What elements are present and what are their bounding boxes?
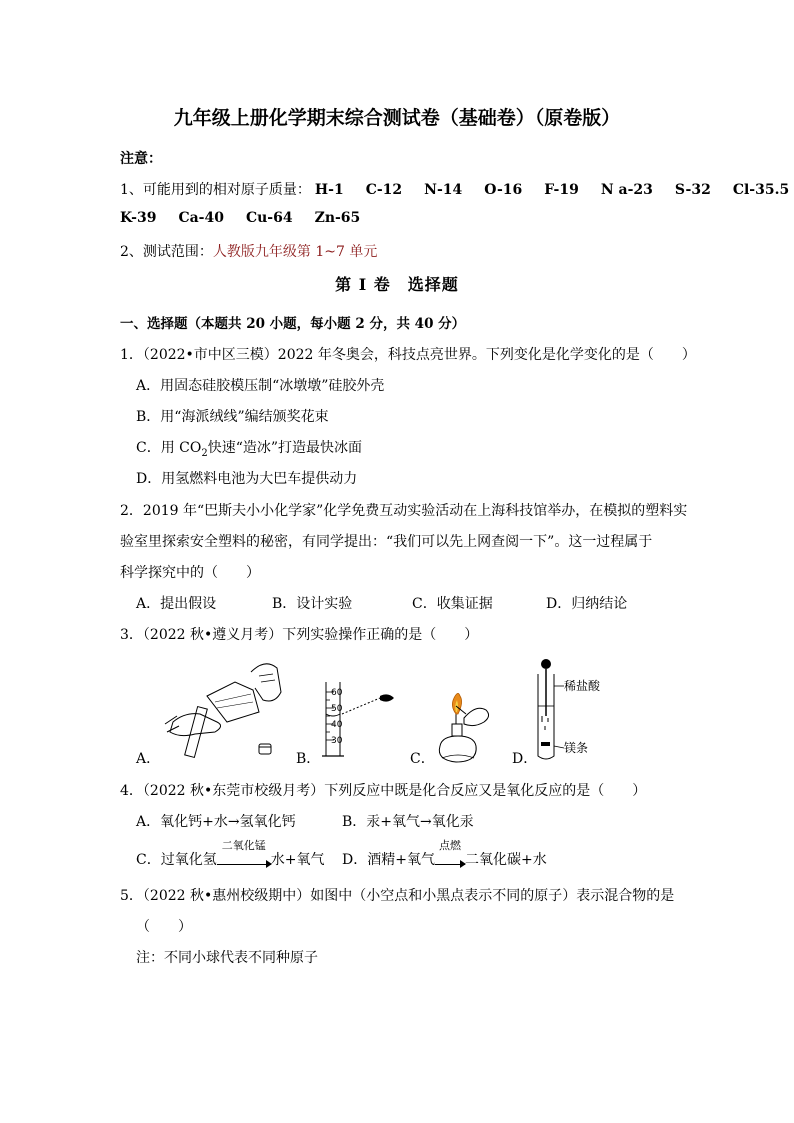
cyl-tick-50: 50: [331, 704, 343, 714]
q3-figure-d-test-tube: [532, 656, 642, 766]
q4-d-post: 二氧化碳+水: [464, 852, 547, 868]
q1-option-b: B．用“海派绒线”编结颁奖花束: [136, 409, 329, 425]
q2-line-2: 验室里探索安全塑料的秘密，有同学提出：“我们可以先上网查阅一下”。这一过程属于: [120, 534, 653, 550]
q3-stem: 3．（2022 秋•遵义月考）下列实验操作正确的是（ ）: [120, 627, 479, 643]
mass-cu: Cu-64: [245, 210, 293, 226]
mass-zn: Zn-65: [314, 210, 361, 226]
note-2-prefix: 2、测试范围：: [120, 244, 213, 260]
mass-f: F-19: [544, 182, 579, 198]
q4-d-arrow: [435, 839, 465, 868]
mass-cl: Cl-35.5: [732, 182, 790, 198]
q4-option-d: [342, 839, 547, 869]
mass-n: N-14: [424, 182, 463, 198]
q4-option-a: A．氧化钙+水→氢氧化钙: [136, 814, 296, 830]
mass-h: H-1: [314, 182, 344, 198]
q4-stem: 4．（2022 秋•东莞市校级月考）下列反应中既是化合反应又是氧化反应的是（ ）: [120, 783, 647, 799]
q1-option-c: [136, 437, 362, 459]
q3-option-a: A．: [136, 751, 161, 767]
q3-figure-a-pouring: [155, 652, 290, 764]
q1-c-post: 快速“造冰”打造最快冰面: [207, 440, 363, 456]
q4-d-pre: D．酒精+氧气: [342, 852, 435, 868]
q2-line-1: 2．2019 年“巴斯夫小小化学家”化学免费互动实验活动在上海科技馆举办，在模拟的塑料实: [120, 503, 688, 519]
label-magnesium: 镁条: [564, 741, 589, 755]
q4-c-arrow: [217, 839, 271, 868]
q3-figure-c-alcohol-lamp: [428, 686, 498, 764]
note-2: [120, 241, 377, 261]
notice-label: 注意：: [120, 151, 162, 167]
q3-option-c: C．: [410, 751, 435, 767]
cyl-tick-60: 60: [331, 688, 343, 698]
mass-na: N a-23: [600, 182, 653, 198]
q2-option-a: A．提出假设: [136, 596, 217, 612]
note-2-scope: 人教版九年级第 1~7 单元: [212, 244, 378, 260]
q2-option-b: B．设计实验: [272, 596, 353, 612]
q2-line-3: 科学探究中的（ ）: [120, 565, 260, 581]
q3-option-b: B．: [296, 751, 321, 767]
section-title: 第 I 卷 选择题: [335, 275, 459, 294]
q3-option-d: D．: [512, 751, 538, 767]
q5-paren: （ ）: [136, 919, 192, 935]
mass-s: S-32: [674, 182, 711, 198]
q2-option-c: C．收集证据: [412, 596, 493, 612]
q4-c-pre: C．过氧化氢: [136, 852, 217, 868]
part1-heading: 一、选择题（本题共 20 小题，每小题 2 分，共 40 分）: [120, 316, 466, 332]
q5-note: 注：不同小球代表不同种原子: [136, 950, 318, 966]
label-dilute-hcl: 稀盐酸: [564, 679, 601, 693]
q1-c-sub: 2: [201, 447, 208, 459]
note-1-cont: [120, 210, 382, 226]
q1-option-a: A．用固态硅胶模压制“冰墩墩”硅胶外壳: [136, 378, 385, 394]
q4-d-condition: 点燃: [438, 839, 461, 852]
q1-stem: 1．（2022•市中区三模）2022 年冬奥会，科技点亮世界。下列变化是化学变化的是（ ）: [120, 347, 696, 363]
page-title: 九年级上册化学期末综合测试卷（基础卷）（原卷版）: [173, 107, 621, 129]
q3-figure-b-cylinder: [318, 680, 408, 760]
cyl-tick-40: 40: [331, 720, 343, 730]
mass-k: K-39: [120, 210, 157, 226]
q4-c-post: 水+氧气: [270, 852, 325, 868]
q2-option-d: D．归纳结论: [546, 596, 628, 612]
q5-stem: 5．（2022 秋•惠州校级期中）如图中（小空点和小黑点表示不同的原子）表示混合物的是: [120, 888, 675, 904]
mass-c: C-12: [365, 182, 403, 198]
note-1: [120, 179, 789, 199]
q4-option-b: B．汞+氧气→氧化汞: [342, 814, 474, 830]
note-1-prefix: 1、可能用到的相对原子质量：: [120, 182, 311, 198]
q1-c-pre: C．用 CO: [136, 440, 202, 456]
q1-option-d: D．用氢燃料电池为大巴车提供动力: [136, 471, 358, 487]
mass-ca: Ca-40: [178, 210, 224, 226]
cyl-tick-30: 30: [331, 736, 343, 746]
q4-c-condition: 二氧化锰: [221, 839, 266, 852]
mass-o: O-16: [484, 182, 523, 198]
q4-option-c: [136, 839, 325, 869]
